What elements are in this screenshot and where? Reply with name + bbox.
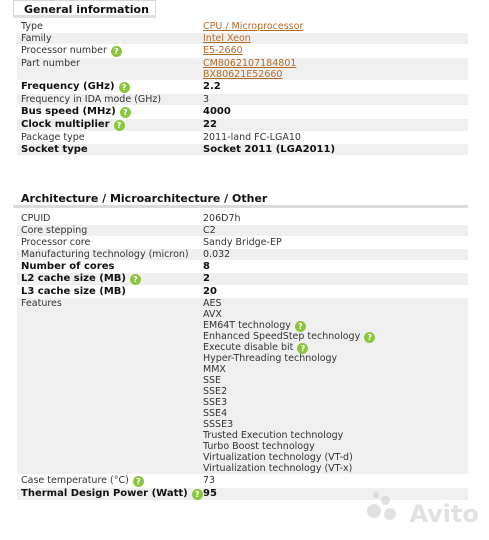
features-list (199, 298, 468, 475)
table-row (17, 475, 468, 488)
spec-label-cell (17, 488, 199, 501)
table-row (17, 213, 468, 225)
help-icon[interactable]: ? (192, 489, 203, 500)
spec-label-cell (17, 45, 199, 58)
spec-label: Manufacturing technology (micron) (21, 249, 189, 260)
spec-value-cell (199, 249, 468, 261)
feature-text: Virtualization technology (VT-x) (203, 463, 353, 474)
table-row (17, 106, 468, 119)
spec-value: 20 (203, 286, 217, 297)
spec-value-cell (199, 132, 468, 144)
avito-logo-icon (367, 492, 397, 522)
feature-text: SSSE3 (203, 419, 234, 430)
spec-label-cell (17, 261, 199, 273)
help-icon[interactable]: ? (364, 332, 375, 343)
feature-item (203, 397, 468, 408)
spec-value: 73 (203, 475, 216, 486)
feature-item (203, 320, 468, 331)
table-row (17, 237, 468, 249)
spec-label: Package type (21, 132, 85, 143)
table-row (17, 261, 468, 273)
spec-label: Socket type (21, 144, 88, 155)
spec-label: CPUID (21, 213, 51, 224)
spec-label: Type (21, 21, 43, 32)
table-row (17, 132, 468, 144)
spec-label: Processor number (21, 45, 107, 56)
spec-value: 8 (203, 261, 210, 272)
feature-text: SSE (203, 375, 222, 386)
spec-value-cell (199, 273, 468, 286)
features-row (17, 298, 468, 475)
spec-label: Processor core (21, 237, 91, 248)
spec-label-cell (17, 273, 199, 286)
spec-label-cell (17, 106, 199, 119)
spec-value: 2.2 (203, 81, 221, 92)
spec-label-cell (17, 286, 199, 298)
feature-text: Hyper-Threading technology (203, 353, 338, 364)
spec-label-cell (17, 58, 199, 81)
feature-item (203, 331, 468, 342)
spec-value-cell (199, 81, 468, 94)
spec-label: Part number (21, 58, 80, 69)
table-row (17, 81, 468, 94)
spec-label: Core stepping (21, 225, 88, 236)
general-information-header: General information (13, 0, 156, 18)
table-row (17, 273, 468, 286)
spec-label-cell (17, 144, 199, 156)
spec-value-link[interactable]: CPU / Microprocessor (203, 21, 304, 32)
table-row (17, 21, 468, 33)
table-row (17, 94, 468, 106)
feature-item (203, 375, 468, 386)
spec-label-cell (17, 119, 199, 132)
feature-item (203, 309, 468, 320)
spec-value-cell (199, 45, 468, 58)
help-icon[interactable]: ? (120, 107, 131, 118)
spec-label: Frequency in IDA mode (GHz) (21, 94, 162, 105)
table-row (17, 58, 468, 81)
spec-label: Case temperature (°C) (21, 475, 129, 486)
spec-value-cell (199, 261, 468, 273)
spec-label: Number of cores (21, 261, 115, 272)
spec-value: 3 (203, 94, 210, 105)
feature-item (203, 342, 468, 353)
spec-value: 4000 (203, 106, 231, 117)
feature-text: Turbo Boost technology (203, 441, 315, 452)
help-icon[interactable]: ? (295, 321, 306, 332)
table-row (17, 33, 468, 45)
spec-label: Clock multiplier (21, 119, 110, 130)
help-icon[interactable]: ? (130, 274, 141, 285)
feature-text: AES (203, 298, 222, 309)
spec-value-link[interactable]: CM8062107184801 (203, 58, 297, 69)
spec-label-cell (17, 132, 199, 144)
table-row (17, 119, 468, 132)
spec-value: 2 (203, 273, 210, 284)
features-label: Features (21, 298, 62, 309)
spec-value: 0.032 (203, 249, 231, 260)
spec-value-cell (199, 21, 468, 33)
spec-label-cell (17, 237, 199, 249)
feature-item (203, 430, 468, 441)
feature-text: Virtualization technology (VT-d) (203, 452, 353, 463)
feature-item (203, 463, 468, 474)
spec-value-link[interactable]: BX80621E52660 (203, 69, 283, 80)
spec-label: Bus speed (MHz) (21, 106, 116, 117)
spec-label-cell (17, 94, 199, 106)
help-icon[interactable]: ? (133, 476, 144, 487)
help-icon[interactable]: ? (119, 82, 130, 93)
spec-label: L2 cache size (MB) (21, 273, 126, 284)
table-row (17, 249, 468, 261)
table-row (17, 286, 468, 298)
spec-label-cell (17, 21, 199, 33)
spec-label-cell (17, 81, 199, 94)
spec-value-link[interactable]: Intel Xeon (203, 33, 251, 44)
architecture-table (17, 213, 468, 501)
spec-value-cell (199, 58, 468, 81)
feature-item (203, 353, 468, 364)
spec-label: Frequency (GHz) (21, 81, 115, 92)
feature-item (203, 364, 468, 375)
table-row (17, 225, 468, 237)
help-icon[interactable]: ? (111, 46, 122, 57)
spec-label: Family (21, 33, 52, 44)
general-information-table (17, 21, 468, 156)
spec-value-cell (199, 237, 468, 249)
spec-label-cell (17, 213, 199, 225)
help-icon[interactable]: ? (114, 120, 125, 131)
feature-text: AVX (203, 309, 222, 320)
feature-text: MMX (203, 364, 226, 375)
feature-text: Enhanced SpeedStep technology (203, 331, 361, 342)
spec-label-cell (17, 298, 199, 475)
spec-value-cell (199, 106, 468, 119)
spec-label: L3 cache size (MB) (21, 286, 126, 297)
feature-text: SSE2 (203, 386, 228, 397)
feature-text: SSE4 (203, 408, 228, 419)
spec-value: 2011-land FC-LGA10 (203, 132, 301, 143)
feature-text: Execute disable bit (203, 342, 294, 353)
spec-value: 206D7h (203, 213, 241, 224)
table-row (17, 488, 468, 501)
spec-label-cell (17, 249, 199, 261)
spec-value-cell (199, 119, 468, 132)
table-row (17, 45, 468, 58)
spec-value: 22 (203, 119, 217, 130)
spec-value: 95 (203, 488, 217, 499)
feature-text: EM64T technology (203, 320, 291, 331)
spec-label-cell (17, 225, 199, 237)
spec-value-link[interactable]: E5-2660 (203, 45, 243, 56)
feature-item (203, 452, 468, 463)
feature-item (203, 419, 468, 430)
spec-value-cell (199, 488, 468, 501)
spec-value-cell (199, 144, 468, 156)
spec-value-cell (199, 33, 468, 45)
spec-label: Thermal Design Power (Watt) (21, 488, 188, 499)
feature-text: SSE3 (203, 397, 228, 408)
feature-text: Trusted Execution technology (203, 430, 344, 441)
spec-label-cell (17, 475, 199, 488)
avito-watermark: Avito (409, 500, 479, 528)
feature-item (203, 386, 468, 397)
feature-item (203, 408, 468, 419)
table-row (17, 144, 468, 156)
spec-value-cell (199, 475, 468, 488)
spec-value: Socket 2011 (LGA2011) (203, 144, 336, 155)
feature-item (203, 441, 468, 452)
spec-value: Sandy Bridge-EP (203, 237, 282, 248)
spec-value-cell (199, 94, 468, 106)
architecture-header: Architecture / Microarchitecture / Other (13, 190, 468, 208)
spec-value-cell (199, 286, 468, 298)
help-icon[interactable]: ? (297, 343, 308, 354)
spec-value: C2 (203, 225, 216, 236)
spec-label-cell (17, 33, 199, 45)
spec-value-cell (199, 225, 468, 237)
feature-item (203, 298, 468, 309)
spec-value-cell (199, 213, 468, 225)
